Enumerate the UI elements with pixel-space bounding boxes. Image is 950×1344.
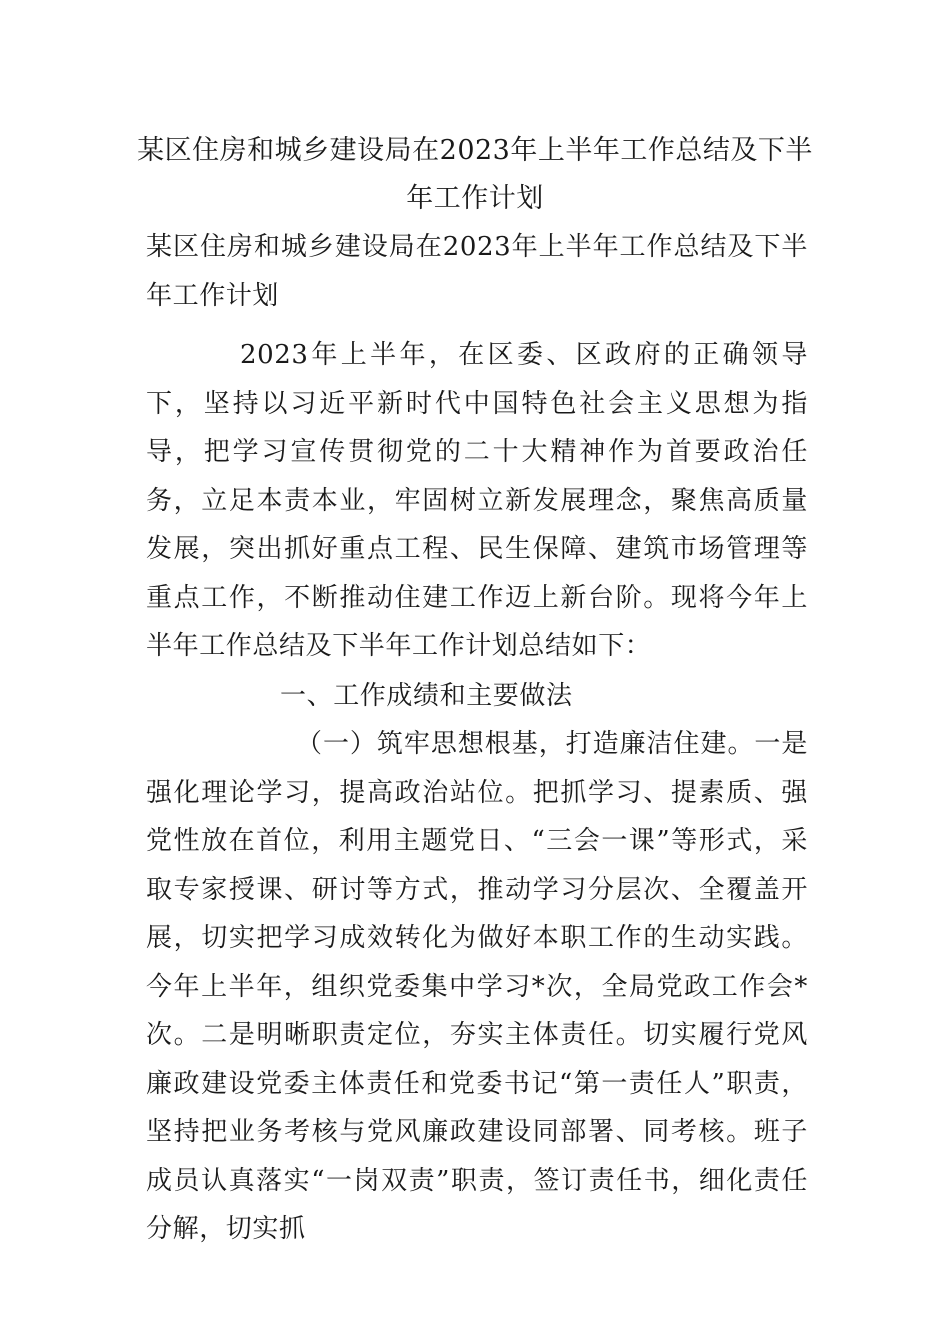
- section-paragraph: （一）筑牢思想根基，打造廉洁住建。一是强化理论学习，提高政治站位。把抓学习、提素质、强党性放在首位，利用主题党日、“三会一课”等形式，采取专家授课、研讨等方式，推动学习分层次、全覆盖开展，切实把学习成效转化为做好本职工作的生动实践。今年上半年，组织党委集中学习*次，全局党政工作会*次。二是明晰职责定位，夯实主体责任。切实履行党风廉政建设党委主体责任和党委书记“第一责任人”职责，坚持把业务考核与党风廉政建设同部署、同考核。班子成员认真落实“一岗双责”职责，签订责任书，细化责任分解，切实抓: [146, 729, 808, 1244]
- intro-paragraph: 2023年上半年，在区委、区政府的正确领导下，坚持以习近平新时代中国特色社会主义思想为指导，把学习宣传贯彻党的二十大精神作为首要政治任务，立足本责本业，牢固树立新发展理念，聚焦高质量发展，突出抓好重点工程、民生保障、建筑市场管理等重点工作，不断推动住建工作迈上新台阶。现将今年上半年工作总结及下半年工作计划总结如下：: [146, 340, 808, 661]
- document-title: 某区住房和城乡建设局在2023年上半年工作总结及下半年工作计划: [137, 135, 813, 214]
- document-subtitle: 某区住房和城乡建设局在2023年上半年工作总结及下半年工作计划: [146, 232, 808, 311]
- section-heading: 一、工作成绩和主要做法: [280, 681, 573, 711]
